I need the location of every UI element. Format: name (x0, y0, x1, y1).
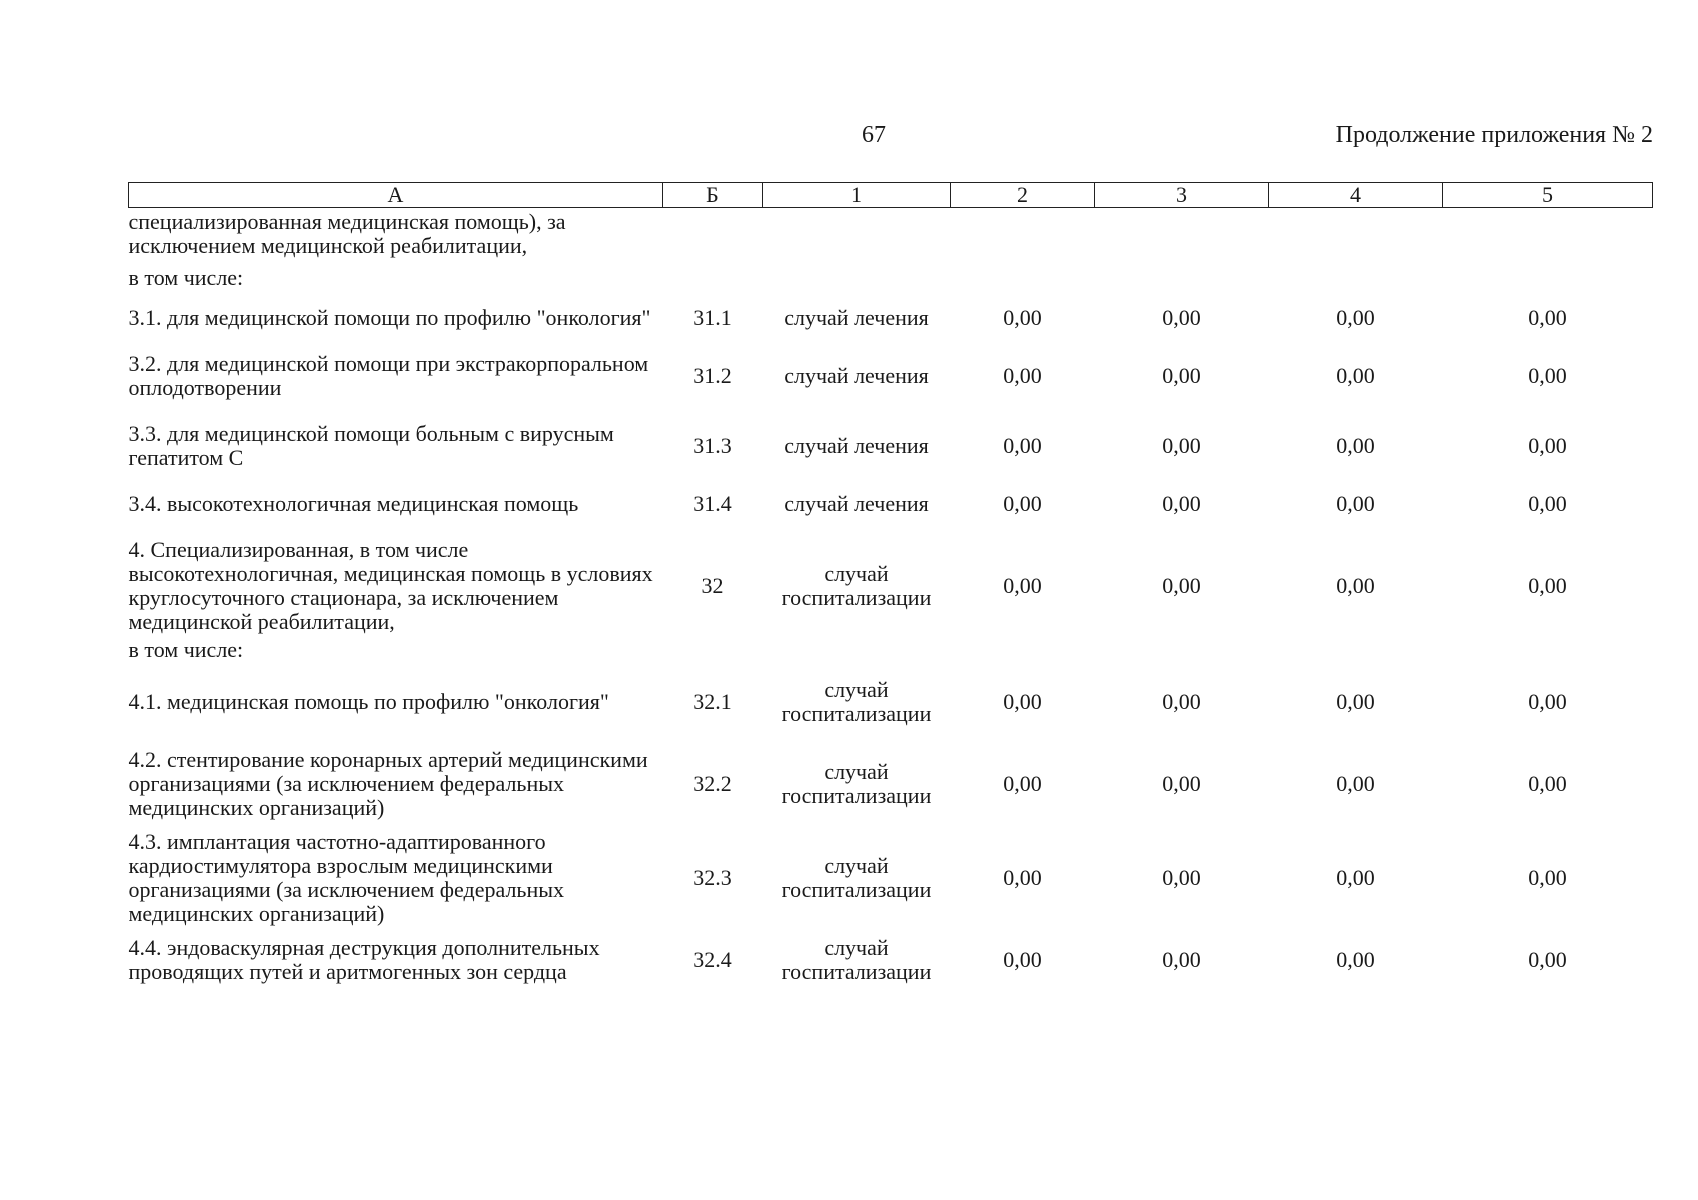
row-value-5: 0,00 (1528, 689, 1567, 714)
row-name: 3.2. для медицинской помощи при экстракорпоральном оплодотворении (128, 351, 649, 400)
row-value-3: 0,00 (1162, 573, 1201, 598)
row-value-4: 0,00 (1336, 865, 1375, 890)
row-value-2: 0,00 (1003, 433, 1042, 458)
row-value-2: 0,00 (1003, 865, 1042, 890)
row-name: 4.1. медицинская помощь по профилю "онкология" (128, 689, 609, 714)
row-code: 32.2 (693, 771, 732, 796)
row-value-2: 0,00 (1003, 573, 1042, 598)
row-code: 31.2 (693, 363, 732, 388)
row-value-4: 0,00 (1336, 573, 1375, 598)
table-row (129, 742, 1653, 824)
appendix-continuation-label: Продолжение приложения № 2 (1335, 122, 1653, 148)
table-row (129, 300, 1653, 346)
row-code: 32.3 (693, 865, 732, 890)
row-value-4: 0,00 (1336, 433, 1375, 458)
row-value-4: 0,00 (1336, 491, 1375, 516)
row-value-5: 0,00 (1528, 433, 1567, 458)
row-unit: случай лечения (784, 433, 929, 458)
table-row (129, 672, 1653, 742)
column-header-3: 3 (1095, 183, 1269, 208)
column-header-5: 5 (1443, 183, 1653, 208)
row-value-3: 0,00 (1162, 865, 1201, 890)
row-value-5: 0,00 (1528, 491, 1567, 516)
row-value-3: 0,00 (1162, 689, 1201, 714)
row-value-3: 0,00 (1162, 433, 1201, 458)
row-name: 4.4. эндоваскулярная деструкция дополнительных проводящих путей и аритмогенных зон сердца (128, 935, 600, 984)
data-table (128, 182, 1653, 988)
row-value-5: 0,00 (1528, 947, 1567, 972)
row-value-4: 0,00 (1336, 689, 1375, 714)
row-value-5: 0,00 (1528, 305, 1567, 330)
table-row (129, 416, 1653, 486)
row-unit: случай лечения (784, 305, 929, 330)
row-unit: случай лечения (784, 363, 929, 388)
row-name: 4.3. имплантация частотно-адаптированного кардиостимулятора взрослым медицинскими организациями (за исключением федеральных медицинских организаций) (128, 829, 565, 926)
row-name: 3.4. высокотехнологичная медицинская помощь (128, 491, 579, 516)
row-code: 32.4 (693, 947, 732, 972)
row-name: 4.2. стентирование коронарных артерий медицинскими организациями (за исключением федеральных медицинских организаций) (128, 747, 648, 820)
row-value-4: 0,00 (1336, 947, 1375, 972)
column-header-4: 4 (1269, 183, 1443, 208)
column-header-1: 1 (763, 183, 951, 208)
continuation-text: специализированная медицинская помощь), за исключением медицинской реабилитации, (128, 209, 566, 258)
row-value-4: 0,00 (1336, 771, 1375, 796)
row-unit: случай госпитализации (781, 677, 932, 726)
table-row (129, 346, 1653, 416)
row-name: 3.1. для медицинской помощи по профилю "онкология" (128, 305, 651, 330)
row-value-2: 0,00 (1003, 689, 1042, 714)
row-code: 32.1 (693, 689, 732, 714)
row-value-2: 0,00 (1003, 947, 1042, 972)
row-unit: случай лечения (784, 491, 929, 516)
table-subheader-row (129, 638, 1653, 672)
table-row (129, 930, 1653, 988)
row-value-3: 0,00 (1162, 491, 1201, 516)
row-code: 31.1 (693, 305, 732, 330)
row-value-5: 0,00 (1528, 865, 1567, 890)
row-unit: случай госпитализации (781, 759, 932, 808)
row-value-3: 0,00 (1162, 305, 1201, 330)
row-code: 31.3 (693, 433, 732, 458)
row-code: 31.4 (693, 491, 732, 516)
table-row (129, 824, 1653, 930)
row-name: 3.3. для медицинской помощи больным с вирусным гепатитом С (128, 421, 614, 470)
row-value-2: 0,00 (1003, 491, 1042, 516)
row-code: 32 (701, 573, 724, 598)
column-header-b: Б (663, 183, 763, 208)
row-unit: случай госпитализации (781, 853, 932, 902)
column-header-a: А (129, 183, 663, 208)
row-unit: случай госпитализации (781, 561, 932, 610)
subheader-text: в том числе: (128, 265, 244, 290)
row-value-3: 0,00 (1162, 947, 1201, 972)
table-row (129, 532, 1653, 638)
page-number: 67 (862, 122, 886, 148)
row-value-5: 0,00 (1528, 573, 1567, 598)
row-value-5: 0,00 (1528, 771, 1567, 796)
row-unit: случай госпитализации (781, 935, 932, 984)
column-header-2: 2 (951, 183, 1095, 208)
table-row-continuation (129, 208, 1653, 267)
table-row (129, 486, 1653, 532)
row-value-2: 0,00 (1003, 363, 1042, 388)
row-value-4: 0,00 (1336, 363, 1375, 388)
row-value-2: 0,00 (1003, 305, 1042, 330)
row-value-3: 0,00 (1162, 363, 1201, 388)
row-name: 4. Специализированная, в том числе высокотехнологичная, медицинская помощь в условиях круглосуточного стационара, за исключением медицинской реабилитации, (128, 537, 653, 634)
row-value-4: 0,00 (1336, 305, 1375, 330)
row-value-2: 0,00 (1003, 771, 1042, 796)
table-header-row (129, 183, 1653, 208)
subheader-text: в том числе: (128, 637, 244, 662)
row-value-3: 0,00 (1162, 771, 1201, 796)
row-value-5: 0,00 (1528, 363, 1567, 388)
table-subheader-row (129, 266, 1653, 300)
